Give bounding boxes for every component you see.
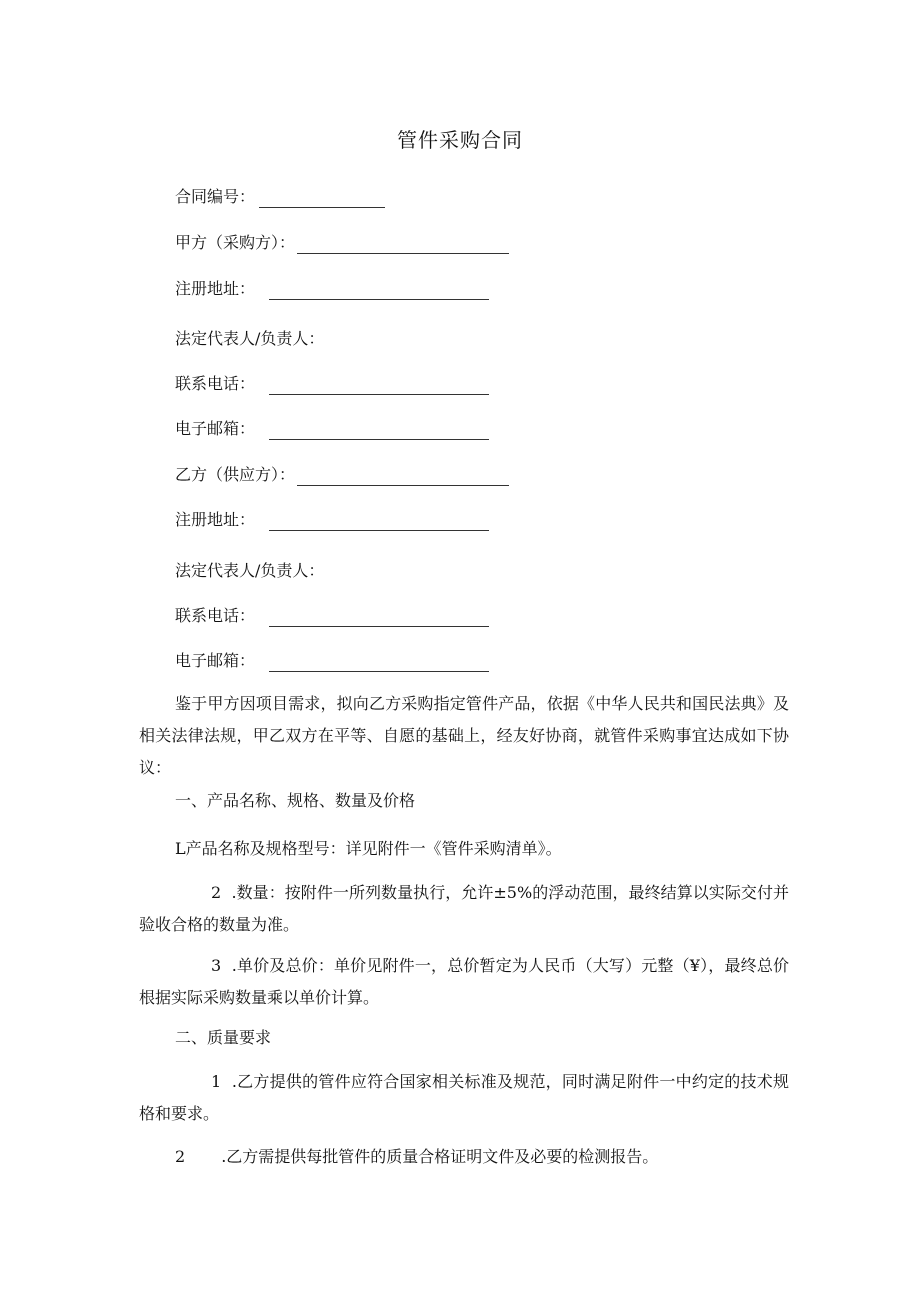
party-a-address-blank <box>269 283 489 300</box>
party-b-representative-label: 法定代表人/负责人： <box>175 561 325 580</box>
section-1-item-2-number: 2 <box>211 883 222 902</box>
contract-number-blank <box>259 191 385 208</box>
party-a-blank <box>297 237 509 254</box>
section-2-item-2-number: 2 <box>175 1147 186 1166</box>
party-b-label: 乙方（供应方）： <box>175 465 296 484</box>
party-a-field <box>175 232 509 254</box>
party-a-representative-field <box>175 328 324 350</box>
party-a-phone-field <box>175 373 489 395</box>
party-a-email-blank <box>269 423 489 440</box>
party-a-email-field <box>175 418 489 440</box>
section-2-item-2 <box>175 1146 658 1168</box>
section-1-item-3-text: .单价及总价：单价见附件一，总价暂定为人民币（大写）元整（¥），最终总价根据实际采购数量乘以单价计算。 <box>139 956 789 1007</box>
section-1-item-1: L产品名称及规格型号：详见附件一《管件采购清单》。 <box>175 839 562 858</box>
party-b-email-field <box>175 650 489 672</box>
party-b-phone-blank <box>269 610 489 627</box>
party-a-address-field <box>175 278 489 300</box>
party-a-phone-blank <box>269 378 489 395</box>
document-title: 管件采购合同 <box>397 128 523 152</box>
party-b-phone-field <box>175 605 489 627</box>
section-1-item-2 <box>139 877 789 941</box>
section-2-item-1 <box>139 1066 789 1130</box>
section-1-item-2-text: .数量：按附件一所列数量执行，允许±5%的浮动范围，最终结算以实际交付并验收合格的数量为准。 <box>139 883 789 934</box>
section-1-item-3-number: 3 <box>211 956 222 975</box>
party-b-blank <box>297 469 509 486</box>
party-b-address-label: 注册地址： <box>175 510 256 529</box>
section-2-item-1-number: 1 <box>211 1072 222 1091</box>
preamble-paragraph: 鉴于甲方因项目需求，拟向乙方采购指定管件产品，依据《中华人民共和国民法典》及相关法律法规，甲乙双方在平等、自愿的基础上，经友好协商，就管件采购事宜达成如下协议： <box>139 694 789 777</box>
party-a-email-label: 电子邮箱： <box>175 419 256 438</box>
party-a-phone-label: 联系电话： <box>175 374 256 393</box>
party-b-representative-field <box>175 560 324 582</box>
section-2-item-2-text: .乙方需提供每批管件的质量合格证明文件及必要的检测报告。 <box>221 1147 659 1166</box>
party-a-label: 甲方（采购方）： <box>175 233 296 252</box>
party-b-phone-label: 联系电话： <box>175 606 256 625</box>
contract-number-field <box>175 186 385 208</box>
party-b-address-blank <box>269 514 489 531</box>
contract-number-label: 合同编号： <box>175 187 256 206</box>
party-b-field <box>175 464 509 486</box>
party-a-address-label: 注册地址： <box>175 279 256 298</box>
party-b-address-field <box>175 509 489 531</box>
party-b-email-blank <box>269 655 489 672</box>
party-a-representative-label: 法定代表人/负责人： <box>175 329 325 348</box>
section-1-item-3 <box>139 950 789 1014</box>
section-2-item-1-text: .乙方提供的管件应符合国家相关标准及规范，同时满足附件一中约定的技术规格和要求。 <box>139 1072 790 1123</box>
party-b-email-label: 电子邮箱： <box>175 651 256 670</box>
section-1-heading: 一、产品名称、规格、数量及价格 <box>175 791 416 810</box>
section-2-heading: 二、质量要求 <box>175 1028 272 1047</box>
